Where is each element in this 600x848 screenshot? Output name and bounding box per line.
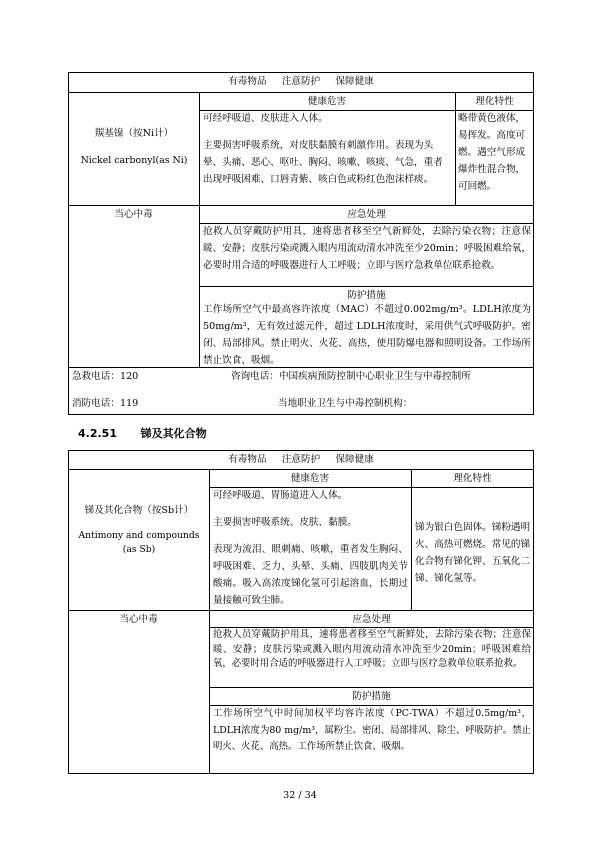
consult-phone: 咨询电话：中国疾病预防控制中心职业卫生与中毒控制所 bbox=[231, 371, 471, 382]
first-aid-phone: 急救电话：120 bbox=[72, 371, 139, 382]
substance-name-cn: 羰基镍（按Ni计） bbox=[94, 128, 174, 139]
protection-text: 工作场所空气中最高容许浓度（MAC）不超过0.002mg/m³。LDLH浓度为50mg/m³，无有效过滤元件，超过 LDLH浓度时，采用供气式呼吸防护。密闭、局部排风。禁止明火、火花、高热，使用防爆电器和照明设备。工作场所禁止饮食、吸烟。 bbox=[203, 304, 531, 366]
table-divider bbox=[199, 92, 200, 367]
props-header: 理化特性 bbox=[475, 96, 514, 107]
substance-name bbox=[70, 502, 208, 557]
props-text: 锑为银白色固体。锑粉遇明火、高热可燃烧。常见的锑化合物有锑化钾、五氧化二锑、锑化氢等。 bbox=[415, 522, 531, 584]
props-text: 略带黄色液体，易挥发。高度可燃。遇空气形成爆炸性混合物，可回燃。 bbox=[458, 113, 526, 192]
substance-name-en: Antimony and compounds bbox=[78, 530, 200, 541]
protection-header: 防护措施 bbox=[352, 691, 391, 702]
health-text: 可经呼吸道、胃肠道进入人体。 主要损害呼吸系统、皮肤、黏膜。 表现为流泪、眼刺痛、咳嗽，重者发生胸闷、呼吸困难、乏力、头晕、头痛、四肢肌肉关节酸痛。吸入高浓度锑化氢可引起溶血，长期过量接触可致尘肺。 bbox=[213, 490, 408, 606]
fire-phone: 消防电话：119 bbox=[72, 398, 139, 409]
banner: 有毒物品 注意防护 保障健康 bbox=[228, 454, 374, 465]
protection-header: 防护措施 bbox=[347, 290, 386, 301]
page-number: 32 / 34 bbox=[283, 790, 317, 801]
caution-label: 当心中毒 bbox=[114, 209, 153, 220]
emergency-header: 应急处理 bbox=[352, 614, 391, 625]
section-heading bbox=[78, 425, 207, 441]
section-number: 4.2.51 bbox=[78, 427, 117, 440]
substance-name-en: Nickel carbonyl(as Ni) bbox=[80, 155, 188, 166]
banner: 有毒物品 注意防护 保障健康 bbox=[228, 76, 374, 87]
caution-label: 当心中毒 bbox=[119, 614, 158, 625]
emergency-text: 抢救人员穿戴防护用具，速将患者移至空气新鲜处，去除污染衣物；注意保暖、安静；皮肤污染或溅入眼内用流动清水冲洗至少20min；呼吸困难给氧，必要时用合适的呼吸器进行人工呼吸；立即与医疗急救单位联系抢救。 bbox=[203, 226, 531, 271]
health-text: 可经呼吸道、皮肤进入人体。 主要损害呼吸系统，对皮肤黏膜有刺激作用。表现为头晕、头痛、恶心、呕吐、胸闷、咳嗽、咳痰、气急，重者出现呼吸困难、口唇青紫、咳白色或粉红色泡沫样痰。 bbox=[203, 113, 443, 185]
health-header: 健康危害 bbox=[307, 96, 347, 107]
substance-name-en: (as Sb) bbox=[122, 544, 156, 555]
local-org: 当地职业卫生与中毒控制机构： bbox=[278, 398, 413, 409]
substance-name-cn: 锑及其化合物（按Sb计） bbox=[84, 505, 194, 516]
substance-name bbox=[70, 120, 198, 174]
table-divider bbox=[411, 469, 412, 610]
emergency-header: 应急处理 bbox=[347, 209, 386, 220]
section-title: 锑及其化合物 bbox=[140, 427, 207, 440]
health-header: 健康危害 bbox=[290, 473, 330, 484]
props-header: 理化特性 bbox=[453, 473, 492, 484]
emergency-text: 抢救人员穿戴防护用具，速将患者移至空气新鲜处，去除污染衣物；注意保暖、安静；皮肤污染或溅入眼内用流动清水冲洗至少20min；呼吸困难给氧，必要时用合适的呼吸器进行人工呼吸；立即与医疗急救单位联系抢救。 bbox=[213, 629, 531, 669]
protection-text: 工作场所空气中时间加权平均容许浓度（PC-TWA）不超过0.5mg/m³，LDLH浓度为80 mg/m³，属粉尘。密闭、局部排风、除尘、呼吸防护。禁止明火、火花、高热。工作场所禁止饮食、吸烟。 bbox=[213, 708, 531, 752]
